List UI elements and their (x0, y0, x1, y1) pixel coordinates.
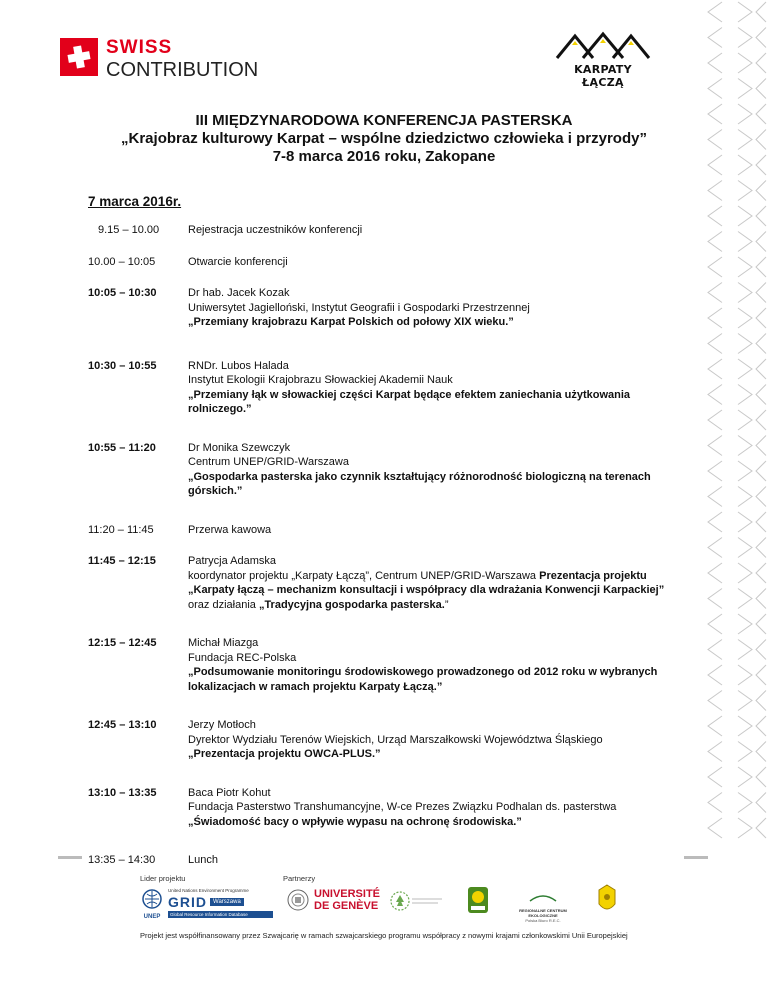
chevron-right-mark (738, 104, 752, 124)
grid-line3: Global Resource Information Database (168, 911, 273, 918)
schedule-item: Lunch (188, 854, 218, 866)
rec-logo (508, 890, 578, 923)
chevron-left-mark (756, 563, 766, 583)
swiss-logo-line1: SWISS (106, 37, 173, 58)
conference-header (60, 112, 708, 166)
schedule-time: 10:55 – 11:20 (88, 441, 156, 454)
chevron-left-mark (708, 512, 722, 532)
chevron-right-mark (738, 487, 752, 507)
chevron-left-mark (708, 181, 722, 201)
chevron-left-mark (708, 308, 722, 328)
chevron-left-mark (708, 410, 722, 430)
chevron-right-mark (738, 538, 752, 558)
footer-divider-right (684, 856, 708, 859)
unige-line2: DE GENÈVE (314, 900, 379, 912)
chevron-left-mark (708, 793, 722, 813)
schedule-time: 13:35 – 14:30 (88, 854, 156, 866)
chevron-left-mark (708, 28, 722, 48)
chevron-left-mark (756, 104, 766, 124)
chevron-left-mark (756, 538, 766, 558)
chevron-right-mark (738, 742, 752, 762)
unige-seal-icon (287, 889, 309, 911)
chevron-left-mark (756, 28, 766, 48)
chevron-left-mark (708, 691, 722, 711)
grid-warszawa-logo (168, 888, 273, 918)
chevron-right-mark (738, 512, 752, 532)
chevron-left-mark (756, 155, 766, 175)
schedule-row (88, 255, 688, 270)
schedule-item: Przerwa kawowa (188, 523, 272, 536)
chevron-right-mark (738, 283, 752, 303)
decorative-chevron-pattern (700, 0, 768, 840)
chevron-left-mark (756, 2, 766, 22)
chevron-left-mark (708, 79, 722, 99)
grid-city: Warszawa (210, 898, 244, 906)
partner-green-badge-icon (467, 886, 489, 914)
chevron-left-mark (756, 359, 766, 379)
schedule-time: 10:30 – 10:55 (88, 359, 157, 372)
lead-label: Lider projektu (140, 874, 186, 883)
footer (0, 866, 768, 994)
chevron-right-mark (738, 640, 752, 660)
schedule-row (88, 359, 688, 417)
talk-title: „Świadomość bacy o wpływie wypasu na ochronę środowiska.” (188, 815, 522, 828)
speaker-affiliation: Fundacja Pasterstwo Transhumancyjne, W-ce Prezes Związku Podhalan ds. pasterstwa (188, 801, 617, 813)
karpaty-logo-text: KARPATY ŁĄCZĄ (574, 63, 632, 89)
chevron-left-mark (756, 385, 766, 405)
speaker-name: Michał Miazga (188, 637, 259, 649)
chevron-right-mark (738, 767, 752, 787)
chevron-left-mark (708, 283, 722, 303)
chevron-right-mark (738, 181, 752, 201)
unige-line1: UNIVERSITÉ (314, 888, 381, 900)
chevron-right-mark (738, 589, 752, 609)
chevron-left-mark (708, 640, 722, 660)
chevron-left-mark (756, 767, 766, 787)
chevron-right-mark (738, 257, 752, 277)
schedule-row (88, 441, 688, 499)
speaker-affiliation: Dyrektor Wydziału Terenów Wiejskich, Urząd Marszałkowski Województwa Śląskiego (188, 733, 603, 746)
chevron-left-mark (756, 181, 766, 201)
schedule-time: 12:45 – 13:10 (88, 719, 157, 731)
rec-leaf-icon (528, 893, 558, 903)
speaker-name: Jerzy Motłoch (188, 719, 256, 731)
chevron-left-mark (708, 742, 722, 762)
speaker-affiliation: Instytut Ekologii Krajobrazu Słowackiej Akademii Nauk (188, 374, 453, 386)
chevron-left-mark (756, 640, 766, 660)
chevron-left-mark (756, 334, 766, 354)
chevron-right-mark (738, 155, 752, 175)
speaker-name: Dr hab. Jacek Kozak (188, 287, 290, 299)
chevron-left-mark (708, 461, 722, 481)
talk-title: „Prezentacja projektu OWCA-PLUS.” (188, 748, 381, 760)
chevron-left-mark (708, 818, 722, 838)
chevron-right-mark (738, 2, 752, 22)
funding-note: Projekt jest współfinansowany przez Szwajcarię w ramach szwajcarskiego programu współpracy z nowymi krajami członkowskimi Unii Europejskiej (140, 931, 628, 940)
swiss-contribution-logo (60, 38, 258, 80)
schedule-table (88, 223, 688, 885)
speaker-affiliation: koordynator projektu „Karpaty Łączą”, Centrum UNEP/GRID-Warszawa Prezentacja projektu „Karpaty łączą – mechanizm konsultacji i współpracy dla wdrażania Konwencji Karpackiej” oraz działania „Tradycyjna gospodarka pasterska.” (188, 569, 665, 611)
partners-label: Partnerzy (283, 874, 316, 883)
schedule-item: Otwarcie konferencji (188, 255, 288, 268)
chevron-right-mark (738, 436, 752, 456)
chevron-left-mark (708, 130, 722, 150)
chevron-left-mark (756, 130, 766, 150)
chevron-right-mark (738, 385, 752, 405)
schedule-time: 10:05 – 10:30 (88, 287, 157, 299)
conference-date-place: 7-8 marca 2016 roku, Zakopane (272, 148, 496, 165)
conference-title: III MIĘDZYNARODOWA KONFERENCJA PASTERSKA (195, 112, 573, 129)
rec-line2: Polska Biuro R.E.C. (525, 918, 561, 923)
schedule-time: 9.15 – 10.00 (98, 224, 160, 236)
schedule-row (88, 286, 688, 330)
grid-line1: United Nations Environment Programme (168, 888, 249, 893)
chevron-left-mark (708, 359, 722, 379)
chevron-left-mark (756, 614, 766, 634)
chevron-left-mark (756, 283, 766, 303)
chevron-right-mark (738, 691, 752, 711)
schedule-row (88, 523, 688, 538)
partner-tree-logo-icon (388, 888, 444, 914)
chevron-left-mark (708, 232, 722, 252)
speaker-affiliation: Fundacja REC-Polska (188, 651, 297, 664)
chevron-left-mark (756, 665, 766, 685)
chevron-right-mark (738, 818, 752, 838)
talk-title: „Przemiany krajobrazu Karpat Polskich od połowy XIX wieku.” (188, 316, 514, 328)
chevron-left-mark (756, 691, 766, 711)
swiss-logo-line2: CONTRIBUTION (106, 59, 259, 81)
chevron-left-mark (756, 818, 766, 838)
chevron-left-mark (708, 487, 722, 507)
chevron-left-mark (756, 257, 766, 277)
chevron-right-mark (738, 461, 752, 481)
chevron-left-mark (708, 767, 722, 787)
chevron-right-mark (738, 79, 752, 99)
day-heading: 7 marca 2016r. (88, 194, 182, 209)
chevron-left-mark (708, 53, 722, 73)
chevron-left-mark (708, 334, 722, 354)
talk-title: „Podsumowanie monitoringu środowiskowego prowadzonego od 2012 roku w wybranych lokalizacjach w ramach projektu Karpaty Łączą.” (188, 666, 658, 693)
chevron-right-mark (738, 614, 752, 634)
chevron-left-mark (708, 538, 722, 558)
speaker-affiliation: Uniwersytet Jagielloński, Instytut Geografii i Gospodarki Przestrzennej (188, 301, 530, 314)
chevron-left-mark (708, 614, 722, 634)
chevron-left-mark (756, 410, 766, 430)
chevron-left-mark (708, 716, 722, 736)
unige-logo (287, 888, 380, 912)
schedule-time: 10.00 – 10:05 (88, 255, 156, 268)
schedule-time: 13:10 – 13:35 (88, 786, 157, 799)
talk-title: „Przemiany łąk w słowackiej części Karpat będące efektem zaniechania użytkowania rolniczego.” (188, 388, 631, 415)
chevron-left-mark (756, 512, 766, 532)
speaker-affiliation: Centrum UNEP/GRID-Warszawa (188, 456, 349, 468)
chevron-left-mark (708, 155, 722, 175)
unep-logo (140, 889, 164, 920)
chevron-right-mark (738, 130, 752, 150)
schedule-time: 11:45 – 12:15 (88, 555, 156, 567)
speaker-name: Baca Piotr Kohut (188, 786, 271, 799)
chevron-left-mark (756, 589, 766, 609)
chevron-right-mark (738, 410, 752, 430)
chevron-right-mark (738, 793, 752, 813)
schedule-row (88, 786, 688, 830)
chevron-left-mark (708, 589, 722, 609)
chevron-left-mark (756, 206, 766, 226)
chevron-left-mark (708, 2, 722, 22)
schedule-row (88, 223, 688, 238)
schedule-row (88, 554, 688, 612)
schedule-item: Rejestracja uczestników konferencji (188, 224, 363, 236)
schedule-time: 11:20 – 11:45 (88, 523, 154, 536)
chevron-left-mark (708, 385, 722, 405)
footer-divider-left (58, 856, 82, 859)
chevron-left-mark (708, 665, 722, 685)
chevron-right-mark (738, 232, 752, 252)
chevron-left-mark (708, 257, 722, 277)
chevron-left-mark (756, 716, 766, 736)
speaker-name: Patrycja Adamska (188, 555, 277, 567)
unep-globe-icon (142, 889, 162, 909)
chevron-right-mark (738, 665, 752, 685)
chevron-left-mark (756, 53, 766, 73)
chevron-left-mark (756, 79, 766, 99)
chevron-right-mark (738, 53, 752, 73)
rec-line1: REGIONALNE CENTRUM EKOLOGICZNE (519, 908, 567, 918)
chevron-right-mark (738, 206, 752, 226)
partner-shield-logo-icon (598, 884, 616, 914)
chevron-left-mark (708, 563, 722, 583)
talk-title: „Gospodarka pasterska jako czynnik kształtujący różnorodność biologiczną na terenach górskich.” (188, 470, 651, 497)
speaker-name: Dr Monika Szewczyk (188, 441, 291, 454)
unep-text: UNEP (143, 914, 161, 920)
chevron-right-mark (738, 308, 752, 328)
chevron-left-mark (756, 436, 766, 456)
schedule-row (88, 636, 688, 694)
chevron-left-mark (756, 461, 766, 481)
swiss-flag-icon (60, 38, 98, 76)
speaker-name: RNDr. Lubos Halada (188, 359, 289, 372)
karpaty-laczy-logo (553, 30, 653, 89)
chevron-left-mark (708, 104, 722, 124)
conference-subtitle: „Krajobraz kulturowy Karpat – wspólne dziedzictwo człowieka i przyrody” (121, 130, 647, 147)
chevron-left-mark (756, 308, 766, 328)
grid-word: GRID (168, 894, 207, 910)
schedule-row (88, 718, 688, 762)
chevron-right-mark (738, 563, 752, 583)
chevron-left-mark (756, 742, 766, 762)
mountains-icon (553, 30, 653, 60)
chevron-right-mark (738, 359, 752, 379)
chevron-left-mark (756, 232, 766, 252)
chevron-right-mark (738, 28, 752, 48)
chevron-left-mark (756, 487, 766, 507)
chevron-left-mark (708, 206, 722, 226)
chevron-right-mark (738, 716, 752, 736)
chevron-right-mark (738, 334, 752, 354)
schedule-time: 12:15 – 12:45 (88, 637, 157, 649)
chevron-left-mark (756, 793, 766, 813)
chevron-left-mark (708, 436, 722, 456)
